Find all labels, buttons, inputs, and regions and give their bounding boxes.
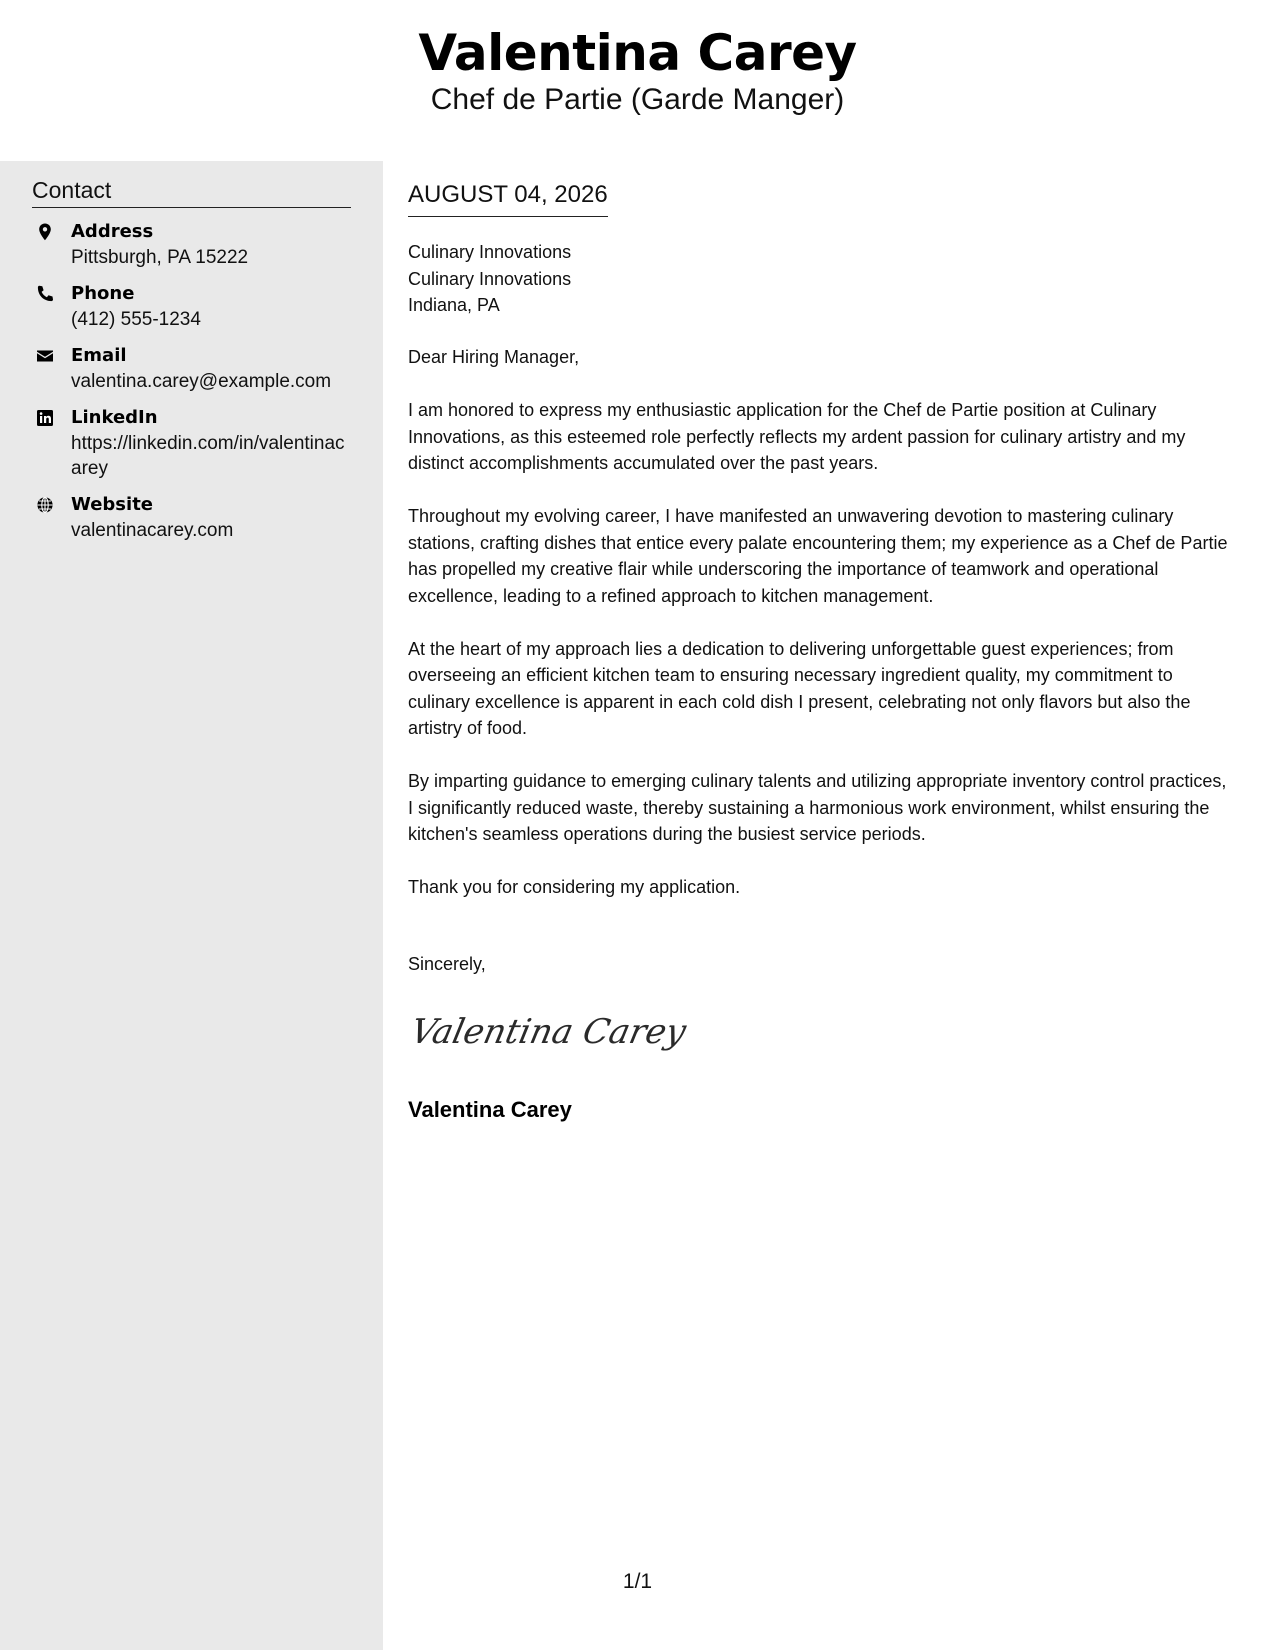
address-value: Pittsburgh, PA 15222 bbox=[71, 247, 249, 268]
linkedin-label: LinkedIn bbox=[71, 407, 158, 428]
contact-sidebar bbox=[0, 161, 383, 1650]
contact-item-linkedin bbox=[32, 405, 351, 481]
phone-value: (412) 555-1234 bbox=[71, 309, 201, 330]
signer-name: Valentina Carey bbox=[408, 1097, 572, 1122]
contact-item-phone bbox=[32, 281, 351, 332]
globe-icon bbox=[35, 495, 55, 515]
contact-heading: Contact bbox=[32, 175, 351, 208]
salutation: Dear Hiring Manager, bbox=[408, 347, 580, 367]
paragraph: I am honored to express my enthusiastic application for the Chef de Partie position at Culinary Innovations, as this esteemed role perfectly reflects my ardent passion for culinary artistry and my distinct accomplishments accumulated over the past years. bbox=[408, 400, 1186, 473]
recipient-line: Culinary Innovations bbox=[408, 242, 572, 262]
paragraph: Throughout my evolving career, I have manifested an unwavering devotion to mastering culinary stations, crafting dishes that entice every palate encountering them; my experience as a Chef de Partie has propelled my creative flair while underscoring the importance of teamwork and operational excellence, leading to a refined approach to kitchen management. bbox=[408, 506, 1228, 606]
applicant-name: Valentina Carey bbox=[418, 24, 857, 82]
phone-icon bbox=[35, 284, 55, 304]
contact-list bbox=[32, 219, 351, 554]
closing: Sincerely, bbox=[408, 954, 486, 974]
paragraph: By imparting guidance to emerging culinary talents and utilizing appropriate inventory control practices, I significantly reduced waste, thereby sustaining a harmonious work environment, whilst ensuring the kitchen's seamless operations during the busiest service periods. bbox=[408, 771, 1227, 844]
recipient-block bbox=[408, 239, 1228, 319]
linkedin-value[interactable]: https://linkedin.com/in/valentinacarey bbox=[71, 433, 345, 479]
envelope-icon bbox=[35, 346, 55, 366]
phone-label: Phone bbox=[71, 283, 135, 304]
address-label: Address bbox=[71, 221, 154, 242]
linkedin-icon bbox=[35, 408, 55, 428]
handwritten-signature bbox=[407, 1001, 690, 1061]
job-title: Chef de Partie (Garde Manger) bbox=[430, 83, 845, 116]
paragraph: Thank you for considering my application. bbox=[408, 877, 741, 897]
recipient-line: Culinary Innovations bbox=[408, 268, 572, 289]
recipient-line: Indiana, PA bbox=[408, 295, 500, 315]
email-value[interactable]: valentina.carey@example.com bbox=[71, 371, 332, 392]
contact-item-address bbox=[32, 219, 351, 270]
map-pin-icon bbox=[35, 222, 55, 242]
contact-item-email bbox=[32, 343, 351, 394]
website-label: Website bbox=[71, 494, 154, 515]
page-number: 1/1 bbox=[622, 1570, 653, 1593]
signature-text: Valentina Carey bbox=[407, 1012, 690, 1052]
contact-item-website bbox=[32, 492, 351, 543]
paragraph: At the heart of my approach lies a dedication to delivering unforgettable guest experiences; from overseeing an efficient kitchen team to ensuring necessary ingredient quality, my commitment to culinary excellence is apparent in each cold dish I present, celebrating not only flavors but also the artistry of food. bbox=[408, 638, 1191, 738]
letter-date: AUGUST 04, 2026 bbox=[408, 179, 608, 217]
letter-header bbox=[0, 0, 1275, 161]
email-label: Email bbox=[71, 345, 127, 366]
website-value[interactable]: valentinacarey.com bbox=[71, 520, 234, 541]
letter-text bbox=[408, 344, 1228, 927]
